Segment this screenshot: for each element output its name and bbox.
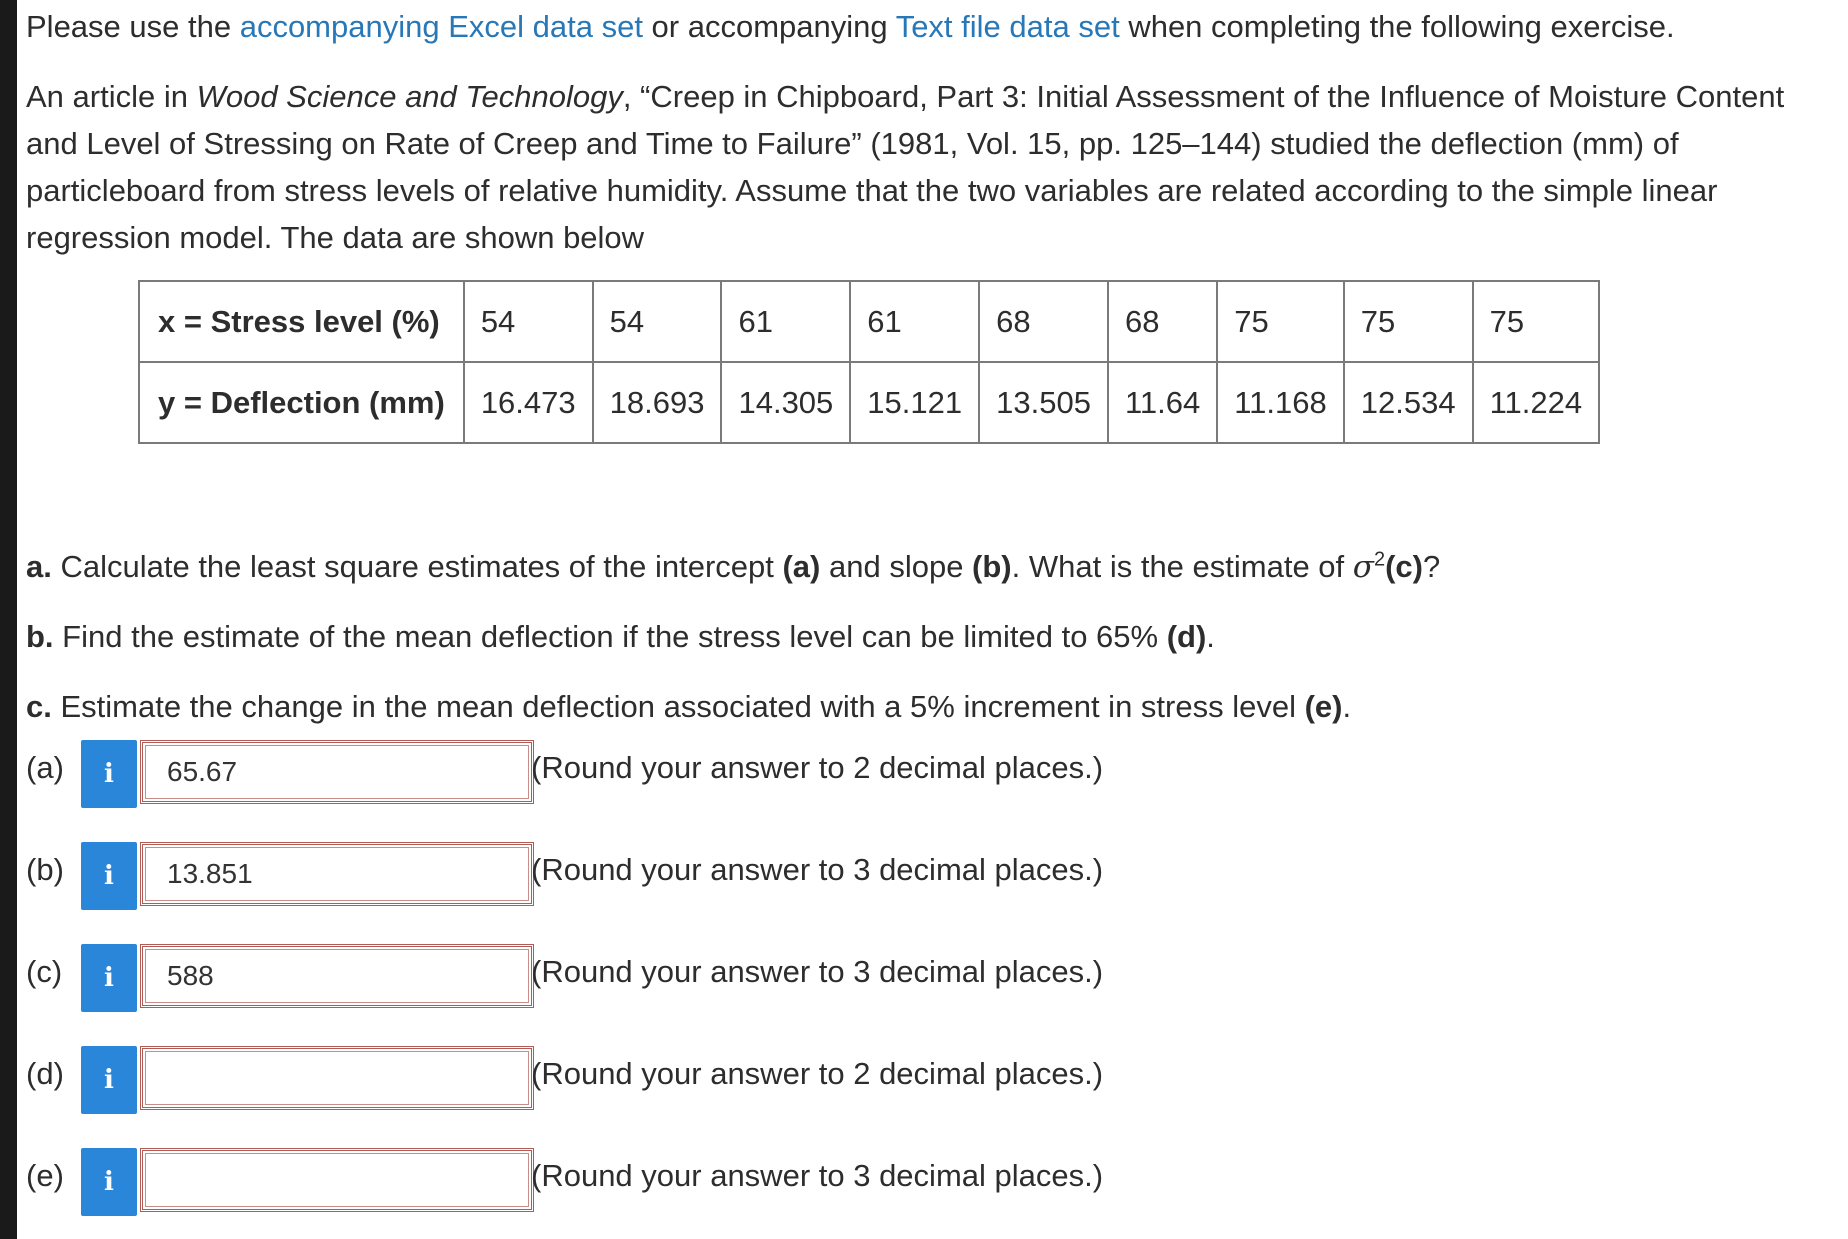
y-cell: 14.305 <box>721 362 850 443</box>
problem-paragraph <box>26 73 1826 261</box>
answer-label: (d) <box>26 1056 64 1091</box>
x-cell: 68 <box>979 281 1108 362</box>
answer-input-a[interactable]: 65.67 <box>140 740 534 804</box>
text-file-data-link[interactable]: Text file data set <box>895 9 1120 44</box>
rounding-hint: (Round your answer to 2 decimal places.) <box>531 750 1104 785</box>
y-cell: 15.121 <box>850 362 979 443</box>
info-icon[interactable]: i <box>81 1148 137 1216</box>
x-cell: 75 <box>1473 281 1600 362</box>
answer-label: (c) <box>26 954 63 989</box>
intro-suffix: when completing the following exercise. <box>1119 9 1675 44</box>
x-cell: 61 <box>850 281 979 362</box>
data-table <box>138 280 1600 444</box>
y-cell: 13.505 <box>979 362 1108 443</box>
intro-text <box>26 8 1675 46</box>
left-edge-bar <box>0 0 17 1239</box>
ref-e: (e) <box>1304 689 1343 724</box>
rounding-hint: (Round your answer to 3 decimal places.) <box>531 1158 1104 1193</box>
ref-c: (c) <box>1385 549 1423 584</box>
y-cell: 12.534 <box>1344 362 1473 443</box>
x-header: x = Stress level (%) <box>139 281 464 362</box>
question-a <box>26 548 1440 586</box>
rounding-hint: (Round your answer to 3 decimal places.) <box>531 852 1104 887</box>
info-icon[interactable]: i <box>81 1046 137 1114</box>
sigma-symbol: σ <box>1352 549 1374 585</box>
question-a-text2: and slope <box>820 549 973 584</box>
x-cell: 54 <box>464 281 593 362</box>
ref-a: (a) <box>782 549 821 584</box>
y-cell: 11.64 <box>1108 362 1217 443</box>
question-b-label: b. <box>26 619 54 654</box>
ref-b: (b) <box>972 549 1012 584</box>
answer-input-c[interactable]: 588 <box>140 944 534 1008</box>
answer-input-b[interactable]: 13.851 <box>140 842 534 906</box>
info-icon[interactable]: i <box>81 944 137 1012</box>
y-header: y = Deflection (mm) <box>139 362 464 443</box>
y-cell: 11.168 <box>1217 362 1344 443</box>
question-b-text: Find the estimate of the mean deflection if the stress level can be limited to 65% <box>53 619 1167 654</box>
x-cell: 75 <box>1344 281 1473 362</box>
paragraph-start: An article in <box>26 79 197 114</box>
question-c-text: Estimate the change in the mean deflection associated with a 5% increment in stress level <box>51 689 1305 724</box>
question-c <box>26 688 1351 726</box>
info-icon[interactable]: i <box>81 740 137 808</box>
answer-label: (e) <box>26 1158 64 1193</box>
sigma-exponent: 2 <box>1373 548 1386 571</box>
y-row <box>139 362 1599 443</box>
answer-input-e[interactable] <box>140 1148 534 1212</box>
info-icon[interactable]: i <box>81 842 137 910</box>
question-b-end: . <box>1206 619 1215 654</box>
question-c-end: . <box>1342 689 1352 724</box>
paragraph-rest: , “Creep in Chipboard, Part 3: Initial Assessment of the Influence of Moisture Content and Level of Stressing on Rate of Creep and Time to Failure” (1981, Vol. 15, pp. 125–144) studied the deflection (mm) of particleboard from stress levels of relative humidity. Assume that the two variables are related according to the simple linear regression model. The data are shown below <box>26 79 1785 255</box>
intro-middle: or accompanying <box>642 9 896 44</box>
x-cell: 75 <box>1217 281 1344 362</box>
excel-data-link[interactable]: accompanying Excel data set <box>239 9 643 44</box>
y-cell: 18.693 <box>593 362 722 443</box>
x-cell: 54 <box>593 281 722 362</box>
question-a-text3: . What is the estimate of <box>1011 549 1353 584</box>
rounding-hint: (Round your answer to 3 decimal places.) <box>531 954 1104 989</box>
question-c-label: c. <box>26 689 52 724</box>
x-row <box>139 281 1599 362</box>
intro-prefix: Please use the <box>26 9 240 44</box>
x-cell: 61 <box>721 281 850 362</box>
question-b <box>26 618 1215 656</box>
x-cell: 68 <box>1108 281 1217 362</box>
answer-label: (a) <box>26 750 64 785</box>
question-a-text1: Calculate the least square estimates of the intercept <box>51 549 783 584</box>
journal-title: Wood Science and Technology <box>196 79 623 114</box>
rounding-hint: (Round your answer to 2 decimal places.) <box>531 1056 1104 1091</box>
question-a-end: ? <box>1422 549 1441 584</box>
y-cell: 11.224 <box>1473 362 1600 443</box>
y-cell: 16.473 <box>464 362 593 443</box>
answer-input-d[interactable] <box>140 1046 534 1110</box>
ref-d: (d) <box>1166 619 1207 654</box>
question-a-label: a. <box>26 549 52 584</box>
answer-label: (b) <box>26 852 64 887</box>
